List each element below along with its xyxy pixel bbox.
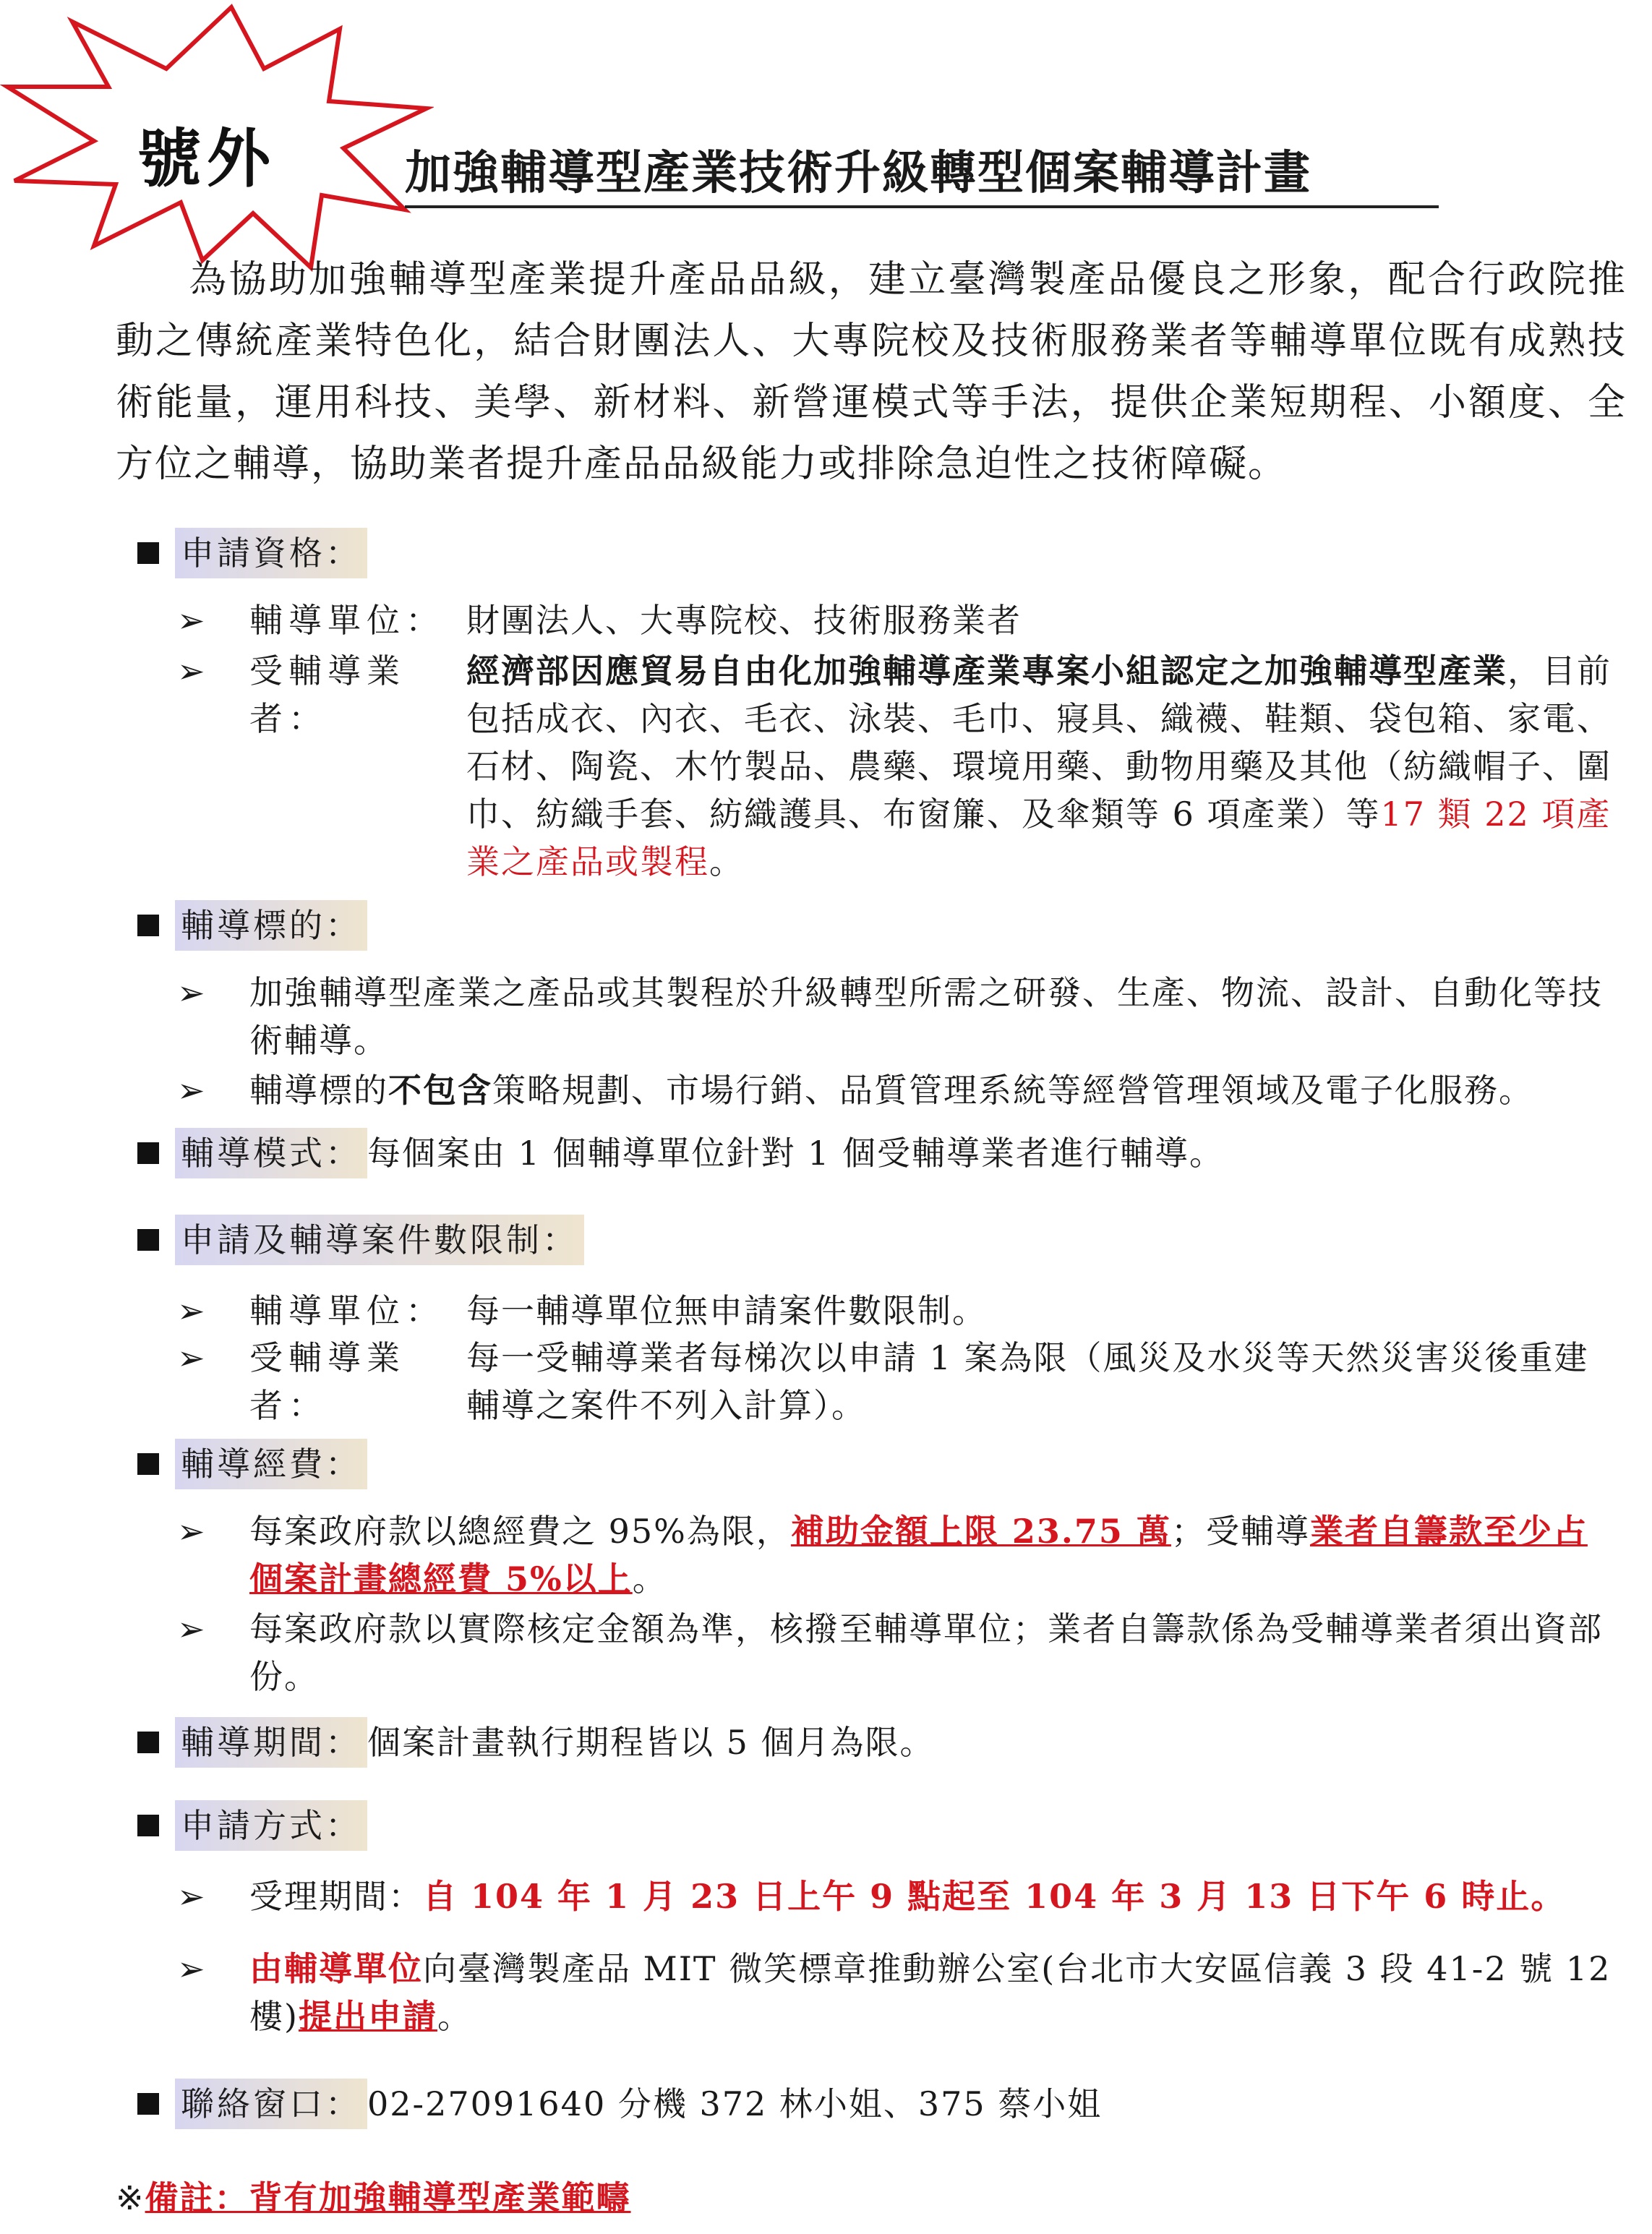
- section-mode: [137, 1128, 1224, 1178]
- square-bullet-icon: [137, 1453, 159, 1475]
- section-eligibility: [137, 528, 367, 578]
- intro-text: 為協助加強輔導型產業提升產品品級，建立臺灣製產品優良之形象，配合行政院推動之傳統產業特色化，結合財團法人、大專院校及技術服務業者等輔導單位既有成熟技術能量，運用科技、美學、新材料、新營運模式等手法，提供企業短期程、小額度、全方位之輔導，協助業者提升產品品級能力或排除急迫性之技術障礙。: [116, 258, 1627, 486]
- square-bullet-icon: [137, 2093, 159, 2115]
- section-heading: 申請及輔導案件數限制：: [175, 1215, 584, 1265]
- section-period: [137, 1717, 935, 1768]
- arrow-bullet-icon: ➢: [177, 1877, 205, 1916]
- list-item: [177, 1873, 1616, 1920]
- arrow-bullet-icon: ➢: [177, 1291, 205, 1330]
- section-target: [137, 900, 367, 951]
- square-bullet-icon: [137, 1229, 159, 1251]
- list-item: [177, 1507, 1616, 1603]
- firms-red: 17 類 22 項產業之產品或製程: [466, 795, 1612, 881]
- contact-info: 02-27091640 分機 372 林小姐、375 蔡小姐: [367, 2084, 1103, 2123]
- section-text: 個案計畫執行期程皆以 5 個月為限。: [367, 1723, 935, 1762]
- list-item: [177, 1605, 1616, 1700]
- item-red: 提出申請: [298, 1997, 437, 2036]
- item-end: 。: [632, 1559, 667, 1599]
- item-post: 策略規劃、市場行銷、品質管理系統等經營管理領域及電子化服務。: [492, 1071, 1533, 1110]
- square-bullet-icon: [137, 915, 159, 936]
- section-heading: 輔導標的：: [175, 900, 367, 951]
- arrow-bullet-icon: ➢: [177, 1609, 205, 1648]
- list-item: [177, 596, 1616, 644]
- section-apply: [137, 1800, 367, 1851]
- square-bullet-icon: [137, 1815, 159, 1836]
- stamp-text: 號外: [137, 121, 277, 196]
- section-heading: 申請方式：: [175, 1800, 367, 1851]
- list-item: [177, 1945, 1616, 2040]
- item-value: 每一受輔導業者每梯次以申請 1 案為限（風災及水災等天然災害災後重建輔導之案件不列入計算）。: [466, 1338, 1589, 1425]
- section-heading: 申請資格：: [175, 528, 367, 578]
- firms-text: ，目前包括成衣、內衣、毛衣、泳裝、毛巾、寢具、織襪、鞋類、袋包箱、家電、石材、陶瓷、木竹製品、農藥、環境用藥、動物用藥及其他（紡織帽子、圍巾、紡織手套、紡織護具、布窗簾、及傘類等 6 項產業）等: [466, 651, 1612, 834]
- item-text: [249, 1945, 1616, 2040]
- item-text: 加強輔導型產業之產品或其製程於升級轉型所需之研發、生產、物流、設計、自動化等技術輔導。: [249, 973, 1603, 1060]
- square-bullet-icon: [137, 1142, 159, 1164]
- note-symbol: ※: [116, 2178, 145, 2217]
- item-pre: 受理期間：: [249, 1877, 423, 1916]
- arrow-bullet-icon: ➢: [177, 973, 205, 1012]
- item-end: 。: [437, 1997, 472, 2036]
- list-item: [177, 1287, 1616, 1335]
- item-value: 每一輔導單位無申請案件數限制。: [466, 1291, 987, 1330]
- item-value: 財團法人、大專院校、技術服務業者: [466, 601, 1022, 640]
- item-text: [249, 1066, 1616, 1114]
- section-heading: 輔導期間：: [175, 1717, 367, 1768]
- item-pre: 每案政府款以總經費之 95%為限，: [249, 1512, 791, 1551]
- footnote: [116, 2176, 631, 2220]
- page-title: 加強輔導型產業技術升級轉型個案輔導計畫: [405, 145, 1439, 208]
- section-heading: 輔導經費：: [175, 1439, 367, 1489]
- section-text: 每個案由 1 個輔導單位針對 1 個受輔導業者進行輔導。: [367, 1134, 1225, 1173]
- arrow-bullet-icon: ➢: [177, 1338, 205, 1377]
- item-label: 輔導單位：: [249, 601, 445, 640]
- list-item: [177, 1066, 1616, 1114]
- section-heading: 聯絡窗口：: [175, 2079, 367, 2129]
- firms-bold: 經濟部因應貿易自由化加強輔導產業專案小組認定之加強輔導型產業: [466, 651, 1507, 690]
- arrow-bullet-icon: ➢: [177, 651, 205, 690]
- section-limits: [137, 1215, 584, 1265]
- intro-paragraph: [116, 249, 1627, 495]
- item-pre: 輔導標的: [249, 1071, 388, 1110]
- item-text: [249, 1873, 1616, 1920]
- section-contact: [137, 2079, 1102, 2129]
- item-bold: 不包含: [388, 1071, 492, 1110]
- item-label: 受輔導業者：: [249, 1338, 406, 1425]
- item-text: 每案政府款以實際核定金額為準，核撥至輔導單位；業者自籌款係為受輔導業者須出資部份。: [249, 1609, 1603, 1696]
- item-mid: 向臺灣製產品 MIT 微笑標章推動辦公室(台北市大安區信義 3 段 41-2 號 12 樓): [249, 1949, 1612, 2036]
- item-red: 由輔導單位: [249, 1949, 423, 1988]
- list-item: [177, 647, 1616, 886]
- item-mid: ；受輔導: [1170, 1512, 1310, 1551]
- item-text: [249, 1507, 1616, 1603]
- list-item: [177, 1334, 1616, 1429]
- section-funding: [137, 1439, 367, 1489]
- arrow-bullet-icon: ➢: [177, 1949, 205, 1988]
- square-bullet-icon: [137, 542, 159, 564]
- item-value: [466, 647, 1616, 886]
- arrow-bullet-icon: ➢: [177, 1071, 205, 1110]
- acceptance-period: 自 104 年 1 月 23 日上午 9 點起至 104 年 3 月 13 日下午 6 時止。: [423, 1877, 1566, 1916]
- section-heading: 輔導模式：: [175, 1128, 367, 1178]
- note-text: 備註：背有加強輔導型產業範疇: [145, 2178, 631, 2217]
- self-funding-min: 業者自籌款至少占個案計畫總經費 5%以上: [249, 1512, 1588, 1599]
- arrow-bullet-icon: ➢: [177, 1512, 205, 1551]
- subsidy-cap: 補助金額上限 23.75 萬: [790, 1512, 1171, 1551]
- list-item: [177, 969, 1616, 1064]
- item-label: 輔導單位：: [249, 1291, 445, 1330]
- item-label: 受輔導業者：: [249, 651, 406, 738]
- arrow-bullet-icon: ➢: [177, 601, 205, 640]
- square-bullet-icon: [137, 1732, 159, 1753]
- firms-end: 。: [709, 842, 744, 881]
